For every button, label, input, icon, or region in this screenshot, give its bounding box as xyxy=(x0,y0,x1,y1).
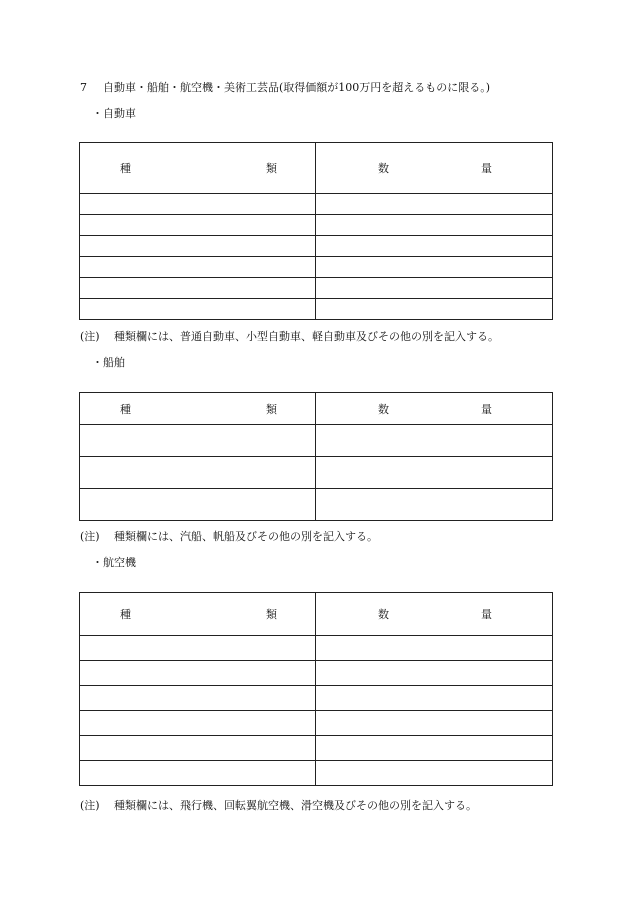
aircraft-note-prefix: (注) xyxy=(80,799,100,812)
kind-header-char-1: 種 xyxy=(120,608,131,621)
kind-cell[interactable] xyxy=(80,236,316,257)
quantity-cell[interactable] xyxy=(316,278,553,299)
kind-cell[interactable] xyxy=(80,425,316,457)
aircraft-note: 種類欄には、飛行機、回転翼航空機、滑空機及びその他の別を記入する。 xyxy=(114,799,477,812)
kind-cell[interactable] xyxy=(80,215,316,236)
kind-header xyxy=(80,393,316,425)
kind-header xyxy=(80,143,316,194)
table-row xyxy=(80,194,553,215)
table-row xyxy=(80,489,553,521)
quantity-header-char-1: 数 xyxy=(378,608,389,621)
kind-header-char-1: 種 xyxy=(120,402,131,416)
table-row xyxy=(80,278,553,299)
quantity-cell[interactable] xyxy=(316,299,553,320)
ship-note: 種類欄には、汽船、帆船及びその他の別を記入する。 xyxy=(114,530,378,543)
kind-cell[interactable] xyxy=(80,636,316,661)
table-row xyxy=(80,299,553,320)
aircraft-table xyxy=(79,592,553,786)
kind-cell[interactable] xyxy=(80,736,316,761)
table-row xyxy=(80,425,553,457)
table-row xyxy=(80,711,553,736)
quantity-header-char-1: 数 xyxy=(378,402,389,416)
quantity-cell[interactable] xyxy=(316,194,553,215)
quantity-cell[interactable] xyxy=(316,661,553,686)
kind-cell[interactable] xyxy=(80,761,316,786)
quantity-cell[interactable] xyxy=(316,236,553,257)
table-row xyxy=(80,257,553,278)
section-number: 7 xyxy=(80,81,87,94)
quantity-header xyxy=(316,593,553,636)
automobile-note: 種類欄には、普通自動車、小型自動車、軽自動車及びその他の別を記入する。 xyxy=(114,330,499,343)
kind-cell[interactable] xyxy=(80,299,316,320)
table-row xyxy=(80,215,553,236)
kind-header-char-2: 類 xyxy=(266,608,277,621)
quantity-cell[interactable] xyxy=(316,711,553,736)
quantity-cell[interactable] xyxy=(316,257,553,278)
automobile-note-prefix: (注) xyxy=(80,330,100,343)
quantity-cell[interactable] xyxy=(316,736,553,761)
ship-note-prefix: (注) xyxy=(80,530,100,543)
quantity-header xyxy=(316,393,553,425)
table-row xyxy=(80,636,553,661)
ship-table xyxy=(79,392,553,521)
section-title: 自動車・船舶・航空機・美術工芸品(取得価額が100万円を超えるものに限る。) xyxy=(103,81,491,94)
kind-header-char-2: 類 xyxy=(266,402,277,416)
quantity-header-char-2: 量 xyxy=(481,162,492,175)
table-header-row xyxy=(80,593,553,636)
quantity-header-char-2: 量 xyxy=(481,402,492,416)
kind-cell[interactable] xyxy=(80,489,316,521)
automobile-table xyxy=(79,142,553,320)
kind-cell[interactable] xyxy=(80,686,316,711)
kind-cell[interactable] xyxy=(80,661,316,686)
kind-header-char-1: 種 xyxy=(120,162,131,175)
table-row xyxy=(80,761,553,786)
aircraft-subtitle: ・航空機 xyxy=(92,556,136,569)
quantity-header xyxy=(316,143,553,194)
kind-header-char-2: 類 xyxy=(266,162,277,175)
table-header-row xyxy=(80,143,553,194)
table-header-row xyxy=(80,393,553,425)
table-row xyxy=(80,661,553,686)
table-row xyxy=(80,686,553,711)
quantity-cell[interactable] xyxy=(316,636,553,661)
automobile-subtitle: ・自動車 xyxy=(92,107,136,120)
quantity-cell[interactable] xyxy=(316,215,553,236)
kind-cell[interactable] xyxy=(80,278,316,299)
quantity-cell[interactable] xyxy=(316,686,553,711)
kind-cell[interactable] xyxy=(80,457,316,489)
quantity-cell[interactable] xyxy=(316,489,553,521)
quantity-header-char-1: 数 xyxy=(378,162,389,175)
table-row xyxy=(80,236,553,257)
kind-cell[interactable] xyxy=(80,711,316,736)
kind-header xyxy=(80,593,316,636)
quantity-header-char-2: 量 xyxy=(481,608,492,621)
ship-subtitle: ・船舶 xyxy=(92,356,125,369)
kind-cell[interactable] xyxy=(80,194,316,215)
table-row xyxy=(80,457,553,489)
quantity-cell[interactable] xyxy=(316,761,553,786)
kind-cell[interactable] xyxy=(80,257,316,278)
quantity-cell[interactable] xyxy=(316,457,553,489)
table-row xyxy=(80,736,553,761)
quantity-cell[interactable] xyxy=(316,425,553,457)
